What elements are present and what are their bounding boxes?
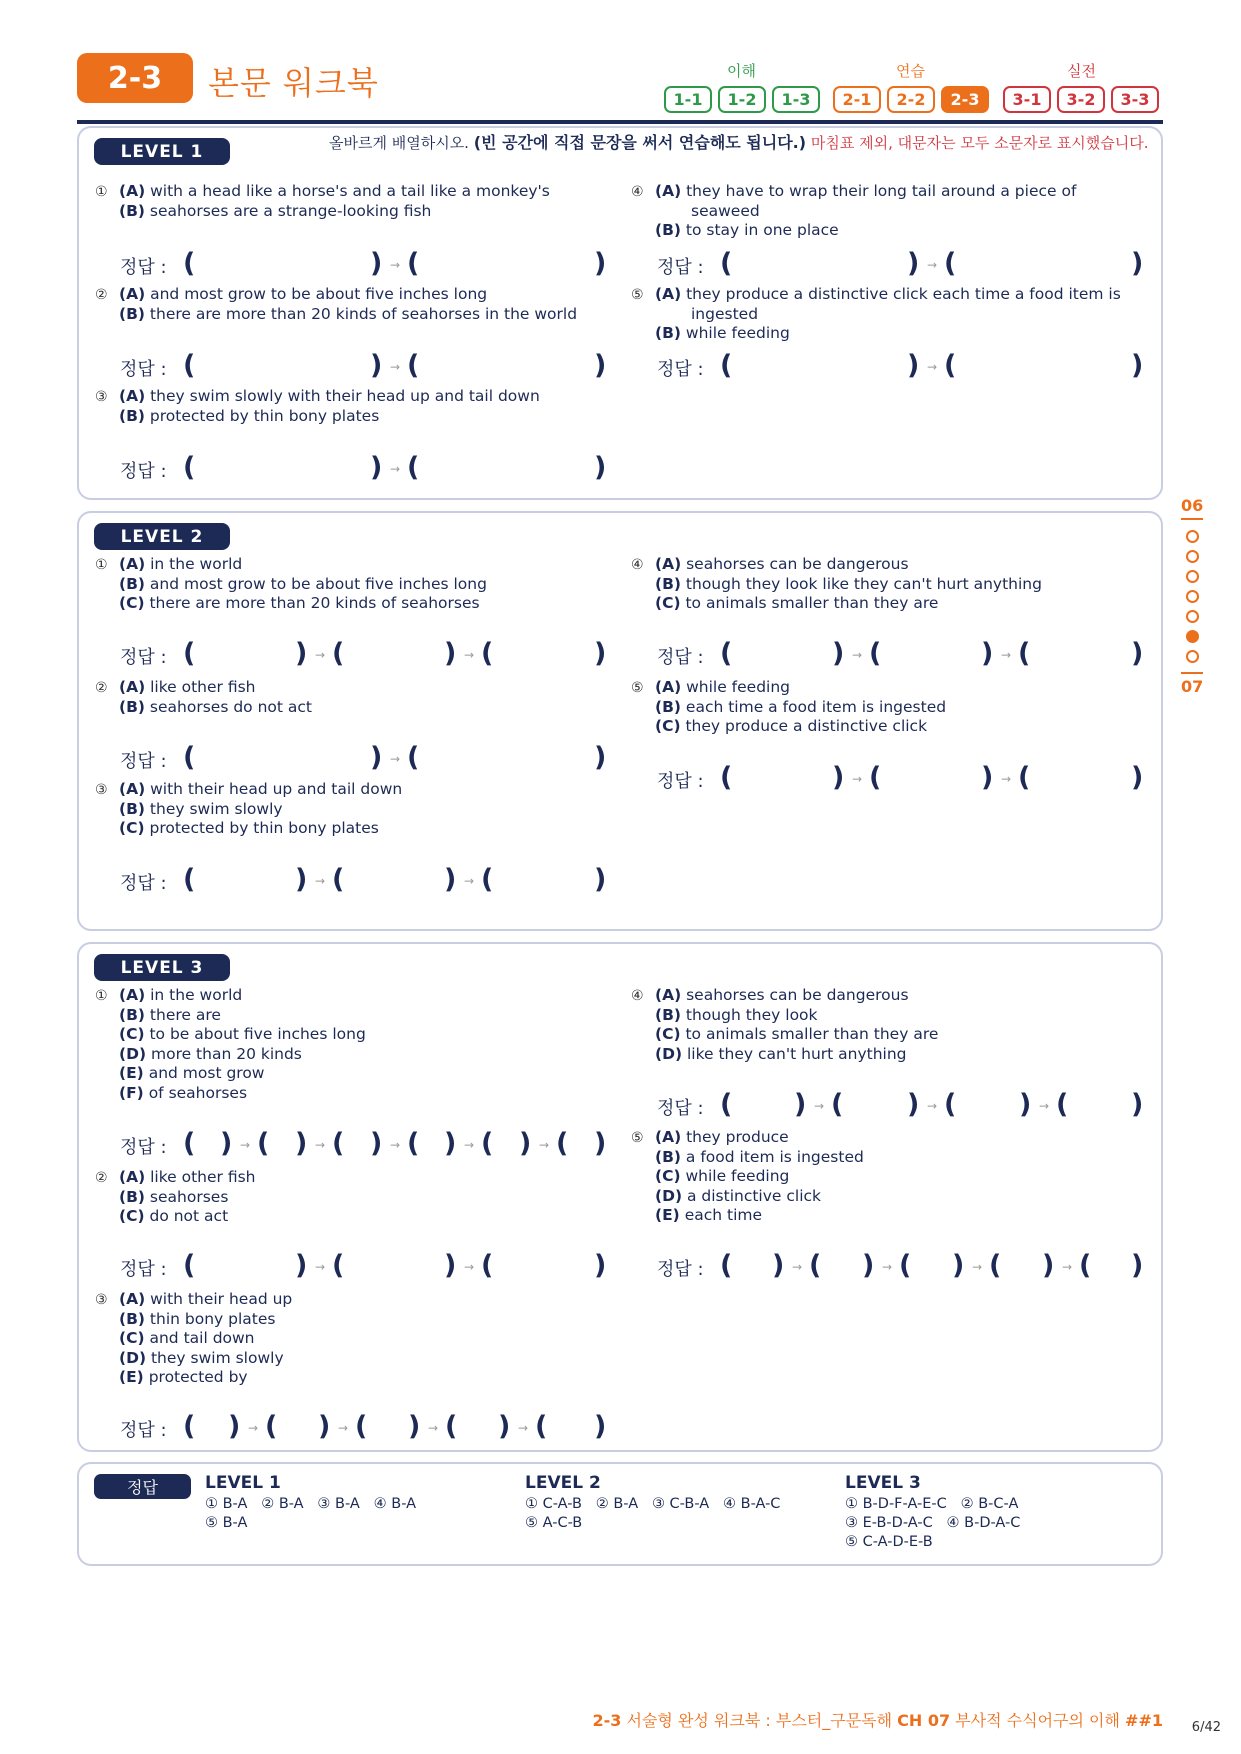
answer-key-box [77, 1462, 1163, 1566]
question-number: ⑤ [631, 680, 644, 696]
level1-question-3 [95, 387, 615, 426]
level2-question-2: ② (A) like other fish (B) seahorses do not act [95, 678, 312, 716]
nav-tab-1-2[interactable]: 1-2 [718, 86, 766, 113]
answer-label: 정답 : [120, 647, 167, 668]
level3-box [77, 942, 1163, 1452]
level2-question-1: ① (A) in the world (B) and most grow to be about five inches long (C) there are more than 20 kinds of seahorses [95, 555, 487, 612]
question-number: ③ [95, 782, 108, 798]
page-number: 6/42 [1191, 1720, 1221, 1735]
instruction-note: 마침표 제외, 대문자는 모두 소문자로 표시했습니다. [810, 134, 1149, 152]
answer-key-level2: LEVEL 2 ① C-A-B ② B-A ③ C-B-A ④ B-A-C ⑤ A-C-B [525, 1473, 781, 1531]
side-dot-6-current[interactable] [1186, 630, 1199, 643]
level1-answer-4[interactable]: 정답 : ( ) → ( ) [657, 248, 1144, 279]
level3-answer-5[interactable]: 정답 : ( ) → ( ) → ( ) → ( ) → ( ) [657, 1250, 1144, 1281]
level1-question-2 [95, 285, 615, 324]
level1-question-5 [631, 285, 1151, 344]
question-number: ① [95, 557, 108, 573]
level1-question-4 [631, 182, 1151, 241]
level3-question-2: ② (A) like other fish (B) seahorses (C) do not act [95, 1168, 256, 1225]
question-number: ③ [95, 1292, 108, 1308]
level1-box [77, 126, 1163, 500]
question-number: ② [95, 287, 108, 303]
level3-answer-3[interactable]: 정답 : ( ) → ( ) → ( ) → ( ) → ( ) [120, 1411, 607, 1442]
nav-tab-1-1[interactable]: 1-1 [664, 86, 712, 113]
answer-label: 정답 : [120, 461, 167, 482]
level3-question-3: ③ (A) with their head up (B) thin bony plates (C) and tail down (D) they swim slowly (E) protected by [95, 1290, 293, 1386]
level2-tag: LEVEL 2 [94, 523, 230, 550]
answer-key-level3: LEVEL 3 ① B-D-F-A-E-C ② B-C-A ③ E-B-D-A-C ④ B-D-A-C ⑤ C-A-D-E-B [845, 1473, 1021, 1550]
side-chapter-end: 07 [1181, 677, 1204, 696]
nav-tab-1-3[interactable]: 1-3 [772, 86, 820, 113]
level3-question-1: ① (A) in the world (B) there are (C) to be about five inches long (D) more than 20 kinds (E) and most grow (F) of seahorses [95, 986, 366, 1102]
level1-tag: LEVEL 1 [94, 138, 230, 165]
side-dot-3[interactable] [1186, 570, 1199, 583]
answer-label: 정답 : [657, 257, 704, 278]
level2-answer-2[interactable]: 정답 : ( ) → ( ) [120, 742, 607, 773]
page-title: 본문 워크북 [208, 64, 379, 102]
level1-instruction [239, 133, 1154, 153]
answer-label: 정답 : [657, 359, 704, 380]
level2-question-3: ③ (A) with their head up and tail down (B) they swim slowly (C) protected by thin bony plates [95, 780, 403, 837]
nav-tab-3-2[interactable]: 3-2 [1057, 86, 1105, 113]
question-number: ⑤ [631, 1130, 644, 1146]
nav-tab-3-3[interactable]: 3-3 [1111, 86, 1159, 113]
side-dot-7[interactable] [1186, 650, 1199, 663]
level1-answer-2[interactable]: 정답 : ( ) → ( ) [120, 350, 607, 381]
nav-group-label-understand: 이해 [727, 62, 756, 80]
question-number: ② [95, 680, 108, 696]
answer-label: 정답 : [120, 1420, 167, 1441]
nav-group-label-practice: 연습 [896, 62, 925, 80]
option-a: (A) they produce a distinctive click each time a food item is ingested [655, 285, 1121, 323]
level2-question-4: ④ (A) seahorses can be dangerous (B) though they look like they can't hurt anything (C) to animals smaller than they are [631, 555, 1042, 612]
nav-tab-2-1[interactable]: 2-1 [833, 86, 881, 113]
side-dot-2[interactable] [1186, 550, 1199, 563]
side-chapter-start: 06 [1181, 496, 1204, 515]
answer-label: 정답 : [120, 751, 167, 772]
level1-answer-3[interactable]: 정답 : ( ) → ( ) [120, 452, 607, 483]
question-number: ③ [95, 389, 108, 405]
nav-tab-2-3[interactable]: 2-3 [941, 86, 989, 113]
question-number: ② [95, 1170, 108, 1186]
level2-answer-1[interactable]: 정답 : ( ) → ( ) → ( ) [120, 638, 607, 669]
level1-answer-5[interactable]: 정답 : ( ) → ( ) [657, 350, 1144, 381]
section-badge: 2-3 [77, 53, 193, 103]
level3-question-4: ④ (A) seahorses can be dangerous (B) though they look (C) to animals smaller than they are (D) like they can't hurt anything [631, 986, 939, 1063]
option-b: (B) to stay in one place [655, 221, 839, 239]
instruction-main: 올바르게 배열하시오. [329, 134, 469, 152]
side-dot-4[interactable] [1186, 590, 1199, 603]
question-number: ④ [631, 557, 644, 573]
option-b: (B) while feeding [655, 324, 790, 342]
option-b: (B) there are more than 20 kinds of seahorses in the world [119, 304, 578, 323]
nav-tab-3-1[interactable]: 3-1 [1003, 86, 1051, 113]
level3-answer-4[interactable]: 정답 : ( ) → ( ) → ( ) → ( ) [657, 1089, 1144, 1120]
side-bar-bottom [1181, 672, 1203, 674]
answer-label: 정답 : [120, 257, 167, 278]
side-bar-top [1181, 518, 1203, 520]
level3-answer-2[interactable]: 정답 : ( ) → ( ) → ( ) [120, 1250, 607, 1281]
level2-box [77, 511, 1163, 931]
nav-group-label-real: 실전 [1067, 62, 1096, 80]
answer-label: 정답 : [657, 647, 704, 668]
level3-tag: LEVEL 3 [94, 954, 230, 981]
answer-label: 정답 : [120, 1137, 167, 1158]
question-number: ① [95, 184, 108, 200]
header-divider [77, 120, 1163, 124]
level1-answer-1[interactable]: 정답 : ( ) → ( ) [120, 248, 607, 279]
question-number: ④ [631, 988, 644, 1004]
answer-label: 정답 : [120, 873, 167, 894]
answer-label: 정답 : [120, 359, 167, 380]
option-b: (B) seahorses are a strange-looking fish [119, 201, 432, 220]
level3-answer-1[interactable]: 정답 : ( ) → ( ) → ( ) → ( ) → ( ) → ( ) [120, 1128, 607, 1159]
answer-key-level1: LEVEL 1 ① B-A ② B-A ③ B-A ④ B-A ⑤ B-A [205, 1473, 417, 1531]
answer-label: 정답 : [657, 1098, 704, 1119]
question-number: ④ [631, 184, 644, 200]
question-number: ① [95, 988, 108, 1004]
level2-question-5: ⑤ (A) while feeding (B) each time a food item is ingested (C) they produce a distinctive click [631, 678, 947, 735]
level3-question-5: ⑤ (A) they produce (B) a food item is ingested (C) while feeding (D) a distinctive click (E) each time [631, 1128, 864, 1224]
instruction-paren: (빈 공간에 직접 문장을 써서 연습해도 됩니다.) [473, 133, 807, 152]
level2-answer-4[interactable]: 정답 : ( ) → ( ) → ( ) [657, 638, 1144, 669]
answer-label: 정답 : [657, 771, 704, 792]
answer-label: 정답 : [120, 1259, 167, 1280]
answer-key-tag: 정답 [94, 1474, 191, 1499]
level2-answer-3[interactable]: 정답 : ( ) → ( ) → ( ) [120, 864, 607, 895]
question-number: ⑤ [631, 287, 644, 303]
side-dot-1[interactable] [1186, 530, 1199, 543]
answer-label: 정답 : [657, 1259, 704, 1280]
option-b: (B) protected by thin bony plates [119, 406, 380, 425]
option-a: (A) with a head like a horse's and a tail like a monkey's [119, 182, 550, 200]
option-a: (A) they swim slowly with their head up and tail down [119, 387, 540, 405]
side-dot-5[interactable] [1186, 610, 1199, 623]
option-a: (A) and most grow to be about five inches long [119, 285, 488, 303]
nav-tab-2-2[interactable]: 2-2 [887, 86, 935, 113]
option-a: (A) they have to wrap their long tail around a piece of seaweed [655, 182, 1077, 220]
level2-answer-5[interactable]: 정답 : ( ) → ( ) → ( ) [657, 762, 1144, 793]
footer-title: 2-3 서술형 완성 워크북 : 부스터_구문독해 CH 07 부사적 수식어구의 이해 ##1 [592, 1711, 1163, 1730]
level1-question-1 [95, 182, 615, 221]
